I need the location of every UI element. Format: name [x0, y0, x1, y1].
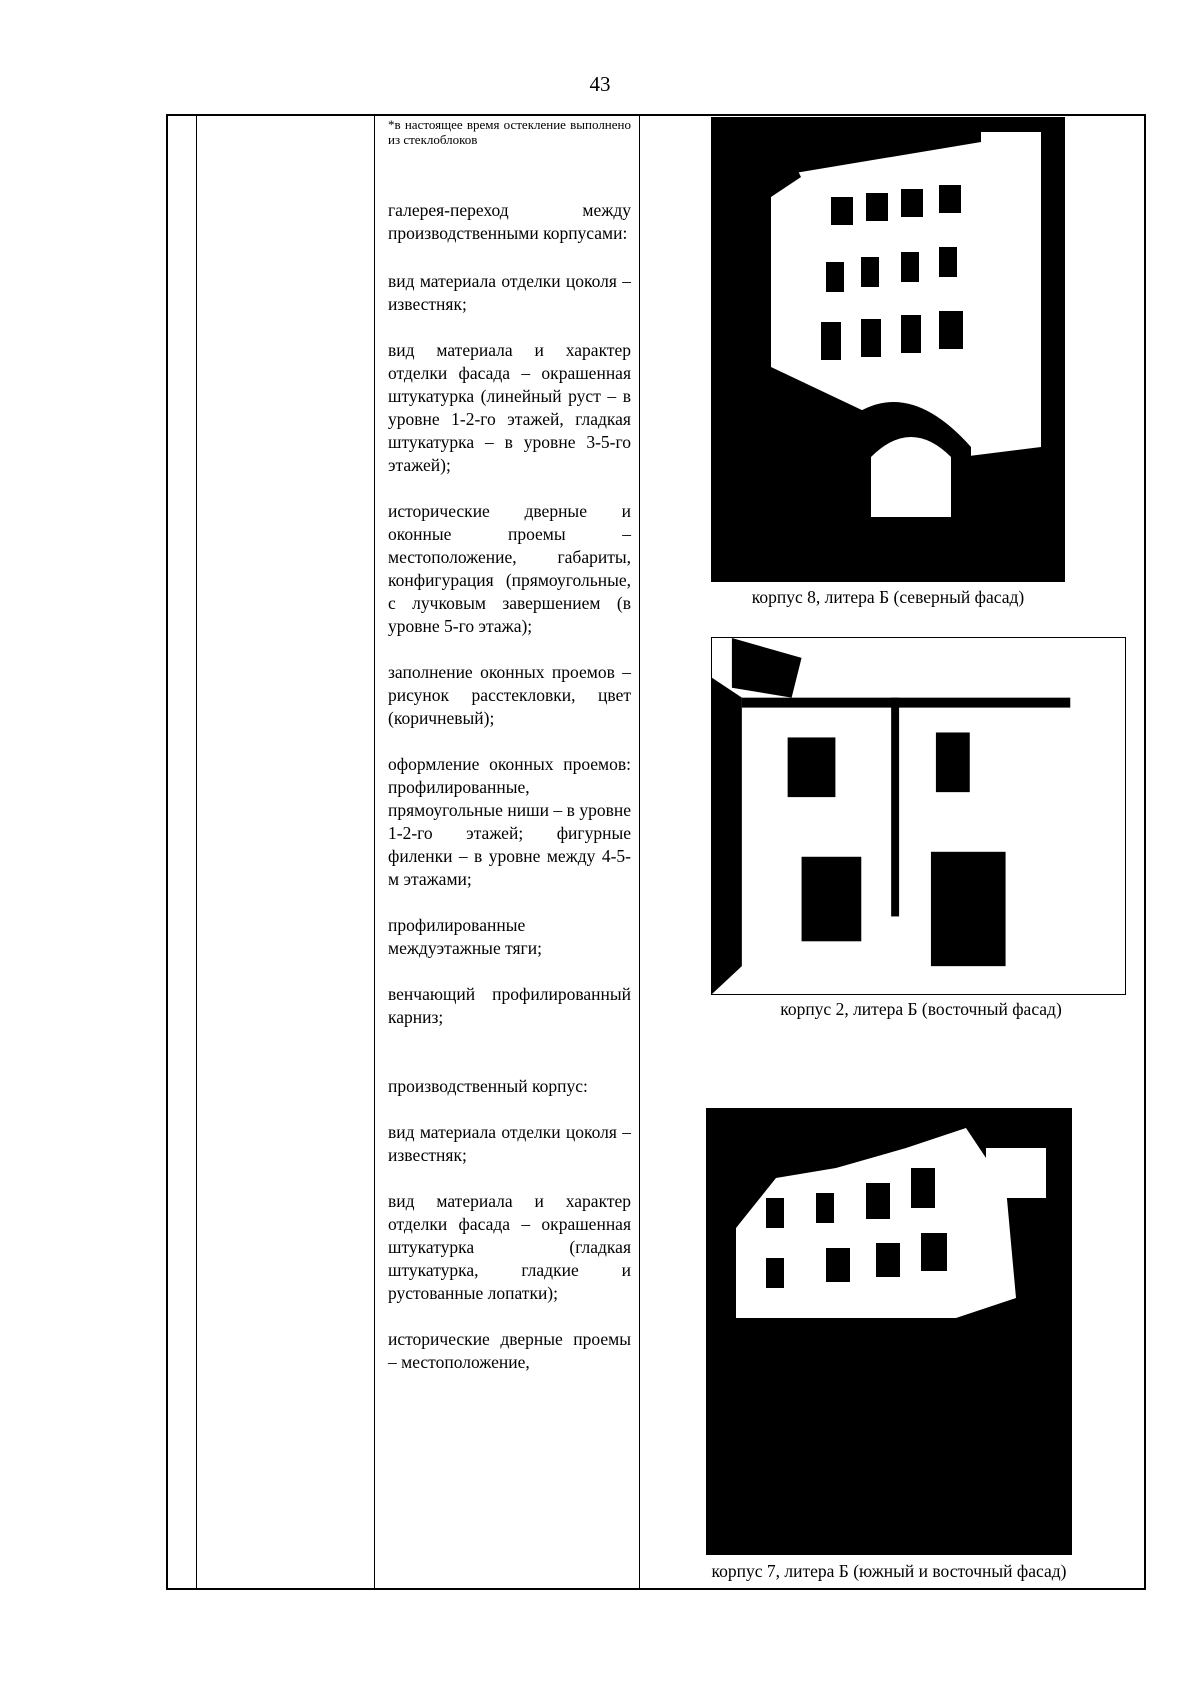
caption-photo-2: корпус 2, литера Б (восточный фасад)	[780, 999, 1062, 1019]
footnote: *в настоящее время остекление выполнено из стеклоблоков	[388, 117, 631, 147]
paragraph-plinth-2: вид материала отделки цоколя – известняк;	[388, 1122, 631, 1165]
paragraph-window-fill: заполнение оконных проемов – рисунок расстекловки, цвет (коричневый);	[388, 662, 631, 728]
column-divider-3	[639, 114, 640, 1590]
photo-building-7-south-east-facade	[706, 1068, 1072, 1555]
paragraph-window-decor: оформление оконных проемов: профилированные, прямоугольные ниши – в уровне 1-2-го этажей; фигурные филенки – в уровне между 4-5-м этажами;	[388, 754, 631, 889]
paragraph-facade-2: вид материала и характер отделки фасада – окрашенная штукатурка (гладкая штукатурка, гладкие и рустованные лопатки);	[388, 1191, 631, 1303]
caption-photo-1: корпус 8, литера Б (северный фасад)	[751, 587, 1025, 607]
paragraph-facade-1: вид материала и характер отделки фасада – окрашенная штукатурка (линейный руст – в уровне 1-2-го этажей, гладкая штукатурка – в уровне 3-5-го этажей);	[388, 340, 631, 475]
caption-photo-3: корпус 7, литера Б (южный и восточный фасад)	[711, 1561, 1067, 1581]
column-divider-2	[374, 114, 375, 1590]
column-divider-1	[196, 114, 197, 1590]
paragraph-openings: исторические дверные и оконные проемы – местоположение, габариты, конфигурация (прямоугольные, с лучковым завершением (в уровне 5-го этажа);	[388, 501, 631, 636]
paragraph-production-building: производственный корпус:	[388, 1076, 588, 1096]
paragraph-doors: исторические дверные проемы – местоположение,	[388, 1329, 631, 1372]
paragraph-gallery: галерея-переход между производственными корпусами:	[388, 200, 631, 243]
paragraph-crowning: венчающий профилированный карниз;	[388, 984, 631, 1027]
page-number: 43	[589, 72, 611, 96]
photo-building-2-east-facade	[711, 637, 1126, 995]
paragraph-plinth-1: вид материала отделки цоколя – известняк;	[388, 271, 631, 314]
photo-building-8-north-facade	[711, 117, 1065, 582]
paragraph-cornices: профилированные междуэтажные тяги;	[388, 915, 542, 958]
description-column	[388, 117, 631, 1374]
